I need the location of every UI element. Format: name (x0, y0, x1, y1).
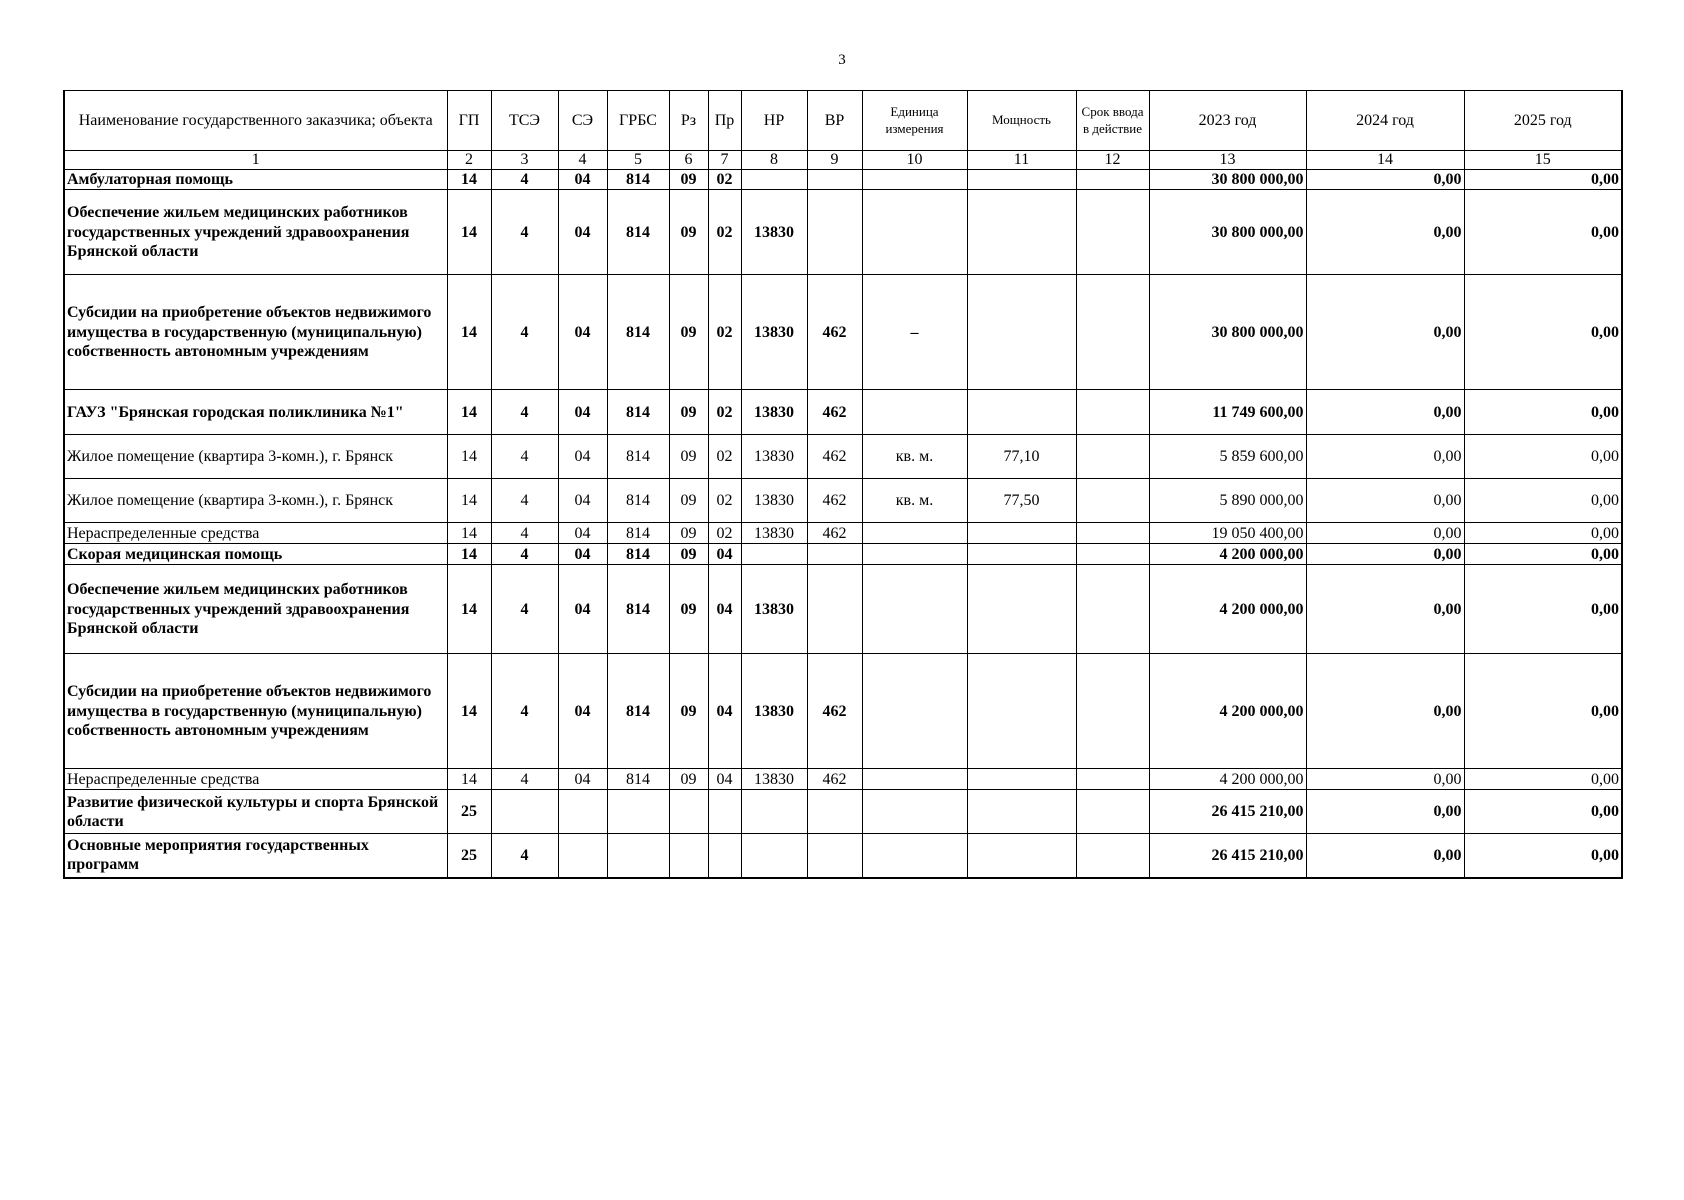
cell-tse: 4 (491, 565, 558, 654)
cell-2025: 0,00 (1464, 390, 1622, 435)
cell-grbs: 814 (607, 523, 669, 544)
column-index: 14 (1306, 151, 1464, 170)
cell-se (558, 790, 607, 834)
cell-term (1076, 790, 1149, 834)
cell-se: 04 (558, 654, 607, 769)
cell-se (558, 834, 607, 878)
cell-vr: 462 (807, 435, 862, 479)
cell-rz: 09 (669, 654, 708, 769)
cell-power: 77,50 (967, 479, 1076, 523)
cell-pr: 04 (708, 769, 741, 790)
cell-tse: 4 (491, 275, 558, 390)
cell-grbs: 814 (607, 769, 669, 790)
cell-unit (862, 170, 967, 190)
cell-grbs: 814 (607, 435, 669, 479)
cell-name: Развитие физической культуры и спорта Брянской области (64, 790, 447, 834)
cell-grbs: 814 (607, 190, 669, 275)
cell-se: 04 (558, 523, 607, 544)
table-row (64, 523, 1622, 544)
cell-power: 77,10 (967, 435, 1076, 479)
cell-vr (807, 170, 862, 190)
cell-tse: 4 (491, 170, 558, 190)
table-row (64, 435, 1622, 479)
cell-term (1076, 565, 1149, 654)
cell-gp: 14 (447, 435, 491, 479)
cell-vr: 462 (807, 523, 862, 544)
cell-power (967, 170, 1076, 190)
cell-2025: 0,00 (1464, 435, 1622, 479)
cell-tse: 4 (491, 390, 558, 435)
cell-2024: 0,00 (1306, 170, 1464, 190)
header-power: Мощность (967, 91, 1076, 151)
column-index: 9 (807, 151, 862, 170)
cell-nr: 13830 (741, 190, 807, 275)
cell-2023: 5 859 600,00 (1149, 435, 1306, 479)
cell-pr: 04 (708, 654, 741, 769)
cell-2025: 0,00 (1464, 170, 1622, 190)
header-name: Наименование государственного заказчика; объекта (64, 91, 447, 151)
cell-grbs: 814 (607, 275, 669, 390)
cell-2025: 0,00 (1464, 834, 1622, 878)
cell-se: 04 (558, 565, 607, 654)
table-row (64, 390, 1622, 435)
column-index: 13 (1149, 151, 1306, 170)
cell-power (967, 654, 1076, 769)
cell-2024: 0,00 (1306, 523, 1464, 544)
cell-2023: 30 800 000,00 (1149, 170, 1306, 190)
cell-pr: 02 (708, 275, 741, 390)
cell-nr: 13830 (741, 654, 807, 769)
cell-se: 04 (558, 769, 607, 790)
cell-rz: 09 (669, 190, 708, 275)
cell-se: 04 (558, 435, 607, 479)
cell-2024: 0,00 (1306, 654, 1464, 769)
cell-pr: 02 (708, 435, 741, 479)
cell-2024: 0,00 (1306, 790, 1464, 834)
cell-tse: 4 (491, 834, 558, 878)
cell-gp: 25 (447, 790, 491, 834)
cell-tse: 4 (491, 435, 558, 479)
cell-2025: 0,00 (1464, 275, 1622, 390)
cell-2023: 4 200 000,00 (1149, 769, 1306, 790)
table-row (64, 834, 1622, 878)
column-index: 12 (1076, 151, 1149, 170)
header-row (64, 91, 1622, 151)
cell-unit: кв. м. (862, 479, 967, 523)
cell-name: Основные мероприятия государственных программ (64, 834, 447, 878)
cell-tse: 4 (491, 479, 558, 523)
cell-nr: 13830 (741, 565, 807, 654)
column-index: 15 (1464, 151, 1622, 170)
cell-2025: 0,00 (1464, 654, 1622, 769)
cell-gp: 14 (447, 565, 491, 654)
cell-nr: 13830 (741, 435, 807, 479)
cell-name: Обеспечение жильем медицинских работников государственных учреждений здравоохранения Брянской области (64, 190, 447, 275)
table-row (64, 544, 1622, 565)
cell-gp: 14 (447, 390, 491, 435)
cell-nr: 13830 (741, 523, 807, 544)
cell-unit (862, 523, 967, 544)
column-index: 2 (447, 151, 491, 170)
cell-grbs: 814 (607, 565, 669, 654)
header-pr: Пр (708, 91, 741, 151)
cell-rz: 09 (669, 275, 708, 390)
table-row (64, 170, 1622, 190)
cell-unit (862, 390, 967, 435)
cell-gp: 14 (447, 523, 491, 544)
cell-2023: 11 749 600,00 (1149, 390, 1306, 435)
cell-tse (491, 790, 558, 834)
cell-name: Нераспределенные средства (64, 769, 447, 790)
cell-power (967, 565, 1076, 654)
cell-nr: 13830 (741, 769, 807, 790)
table-row (64, 654, 1622, 769)
column-index: 1 (64, 151, 447, 170)
cell-vr: 462 (807, 275, 862, 390)
table-body (64, 170, 1622, 878)
column-index: 4 (558, 151, 607, 170)
cell-name: Жилое помещение (квартира 3-комн.), г. Брянск (64, 435, 447, 479)
header-gp: ГП (447, 91, 491, 151)
cell-name: ГАУЗ "Брянская городская поликлиника №1" (64, 390, 447, 435)
cell-vr (807, 790, 862, 834)
table-row (64, 565, 1622, 654)
cell-name: Субсидии на приобретение объектов недвижимого имущества в государственную (муниципальную) собственность автономным учреждениям (64, 275, 447, 390)
cell-gp: 14 (447, 170, 491, 190)
cell-2023: 4 200 000,00 (1149, 544, 1306, 565)
header-2024: 2024 год (1306, 91, 1464, 151)
cell-se: 04 (558, 390, 607, 435)
cell-power (967, 275, 1076, 390)
cell-rz: 09 (669, 435, 708, 479)
cell-rz (669, 834, 708, 878)
cell-2025: 0,00 (1464, 565, 1622, 654)
cell-2023: 30 800 000,00 (1149, 190, 1306, 275)
cell-name: Амбулаторная помощь (64, 170, 447, 190)
cell-2025: 0,00 (1464, 190, 1622, 275)
cell-pr: 02 (708, 190, 741, 275)
cell-term (1076, 435, 1149, 479)
cell-name: Нераспределенные средства (64, 523, 447, 544)
cell-term (1076, 523, 1149, 544)
cell-2023: 19 050 400,00 (1149, 523, 1306, 544)
header-rz: Рз (669, 91, 708, 151)
cell-gp: 14 (447, 544, 491, 565)
cell-se: 04 (558, 190, 607, 275)
cell-pr (708, 834, 741, 878)
cell-grbs (607, 790, 669, 834)
cell-pr: 02 (708, 390, 741, 435)
cell-power (967, 769, 1076, 790)
table-header (64, 91, 1622, 170)
cell-rz: 09 (669, 769, 708, 790)
header-tse: ТСЭ (491, 91, 558, 151)
cell-gp: 14 (447, 275, 491, 390)
cell-vr (807, 544, 862, 565)
cell-pr: 04 (708, 544, 741, 565)
cell-se: 04 (558, 275, 607, 390)
cell-2023: 4 200 000,00 (1149, 565, 1306, 654)
page-number: 3 (838, 52, 846, 68)
cell-vr: 462 (807, 654, 862, 769)
cell-rz: 09 (669, 523, 708, 544)
column-index: 5 (607, 151, 669, 170)
table-row (64, 769, 1622, 790)
table-row (64, 190, 1622, 275)
cell-term (1076, 544, 1149, 565)
cell-nr: 13830 (741, 479, 807, 523)
cell-gp: 14 (447, 479, 491, 523)
cell-term (1076, 390, 1149, 435)
cell-unit (862, 654, 967, 769)
cell-grbs: 814 (607, 390, 669, 435)
cell-power (967, 834, 1076, 878)
cell-vr: 462 (807, 390, 862, 435)
header-se: СЭ (558, 91, 607, 151)
table-row (64, 275, 1622, 390)
cell-rz: 09 (669, 390, 708, 435)
cell-nr (741, 834, 807, 878)
cell-nr: 13830 (741, 390, 807, 435)
header-vr: ВР (807, 91, 862, 151)
cell-grbs (607, 834, 669, 878)
cell-se: 04 (558, 479, 607, 523)
cell-vr (807, 190, 862, 275)
cell-gp: 14 (447, 769, 491, 790)
cell-term (1076, 479, 1149, 523)
cell-term (1076, 769, 1149, 790)
cell-grbs: 814 (607, 479, 669, 523)
cell-name: Обеспечение жильем медицинских работников государственных учреждений здравоохранения Брянской области (64, 565, 447, 654)
cell-2024: 0,00 (1306, 834, 1464, 878)
cell-pr: 02 (708, 479, 741, 523)
cell-term (1076, 275, 1149, 390)
cell-nr: 13830 (741, 275, 807, 390)
column-index: 10 (862, 151, 967, 170)
cell-2025: 0,00 (1464, 479, 1622, 523)
cell-2025: 0,00 (1464, 790, 1622, 834)
cell-rz: 09 (669, 544, 708, 565)
cell-name: Скорая медицинская помощь (64, 544, 447, 565)
cell-unit (862, 769, 967, 790)
cell-tse: 4 (491, 544, 558, 565)
cell-vr: 462 (807, 479, 862, 523)
cell-term (1076, 170, 1149, 190)
header-2025: 2025 год (1464, 91, 1622, 151)
column-index: 8 (741, 151, 807, 170)
cell-2023: 26 415 210,00 (1149, 790, 1306, 834)
cell-name: Субсидии на приобретение объектов недвижимого имущества в государственную (муниципальную) собственность автономным учреждениям (64, 654, 447, 769)
header-grbs: ГРБС (607, 91, 669, 151)
cell-pr: 04 (708, 565, 741, 654)
cell-vr (807, 565, 862, 654)
cell-rz: 09 (669, 479, 708, 523)
cell-2024: 0,00 (1306, 190, 1464, 275)
cell-unit (862, 565, 967, 654)
budget-table (63, 90, 1623, 879)
cell-unit (862, 790, 967, 834)
cell-2024: 0,00 (1306, 390, 1464, 435)
cell-nr (741, 544, 807, 565)
cell-gp: 14 (447, 654, 491, 769)
cell-pr: 02 (708, 523, 741, 544)
cell-vr: 462 (807, 769, 862, 790)
header-unit: Единица измерения (862, 91, 967, 151)
cell-power (967, 544, 1076, 565)
cell-rz: 09 (669, 565, 708, 654)
cell-2024: 0,00 (1306, 565, 1464, 654)
cell-rz (669, 790, 708, 834)
header-term: Срок ввода в действие (1076, 91, 1149, 151)
column-index-row (64, 151, 1622, 170)
cell-tse: 4 (491, 523, 558, 544)
cell-2024: 0,00 (1306, 435, 1464, 479)
cell-2025: 0,00 (1464, 769, 1622, 790)
cell-pr (708, 790, 741, 834)
column-index: 7 (708, 151, 741, 170)
cell-unit: кв. м. (862, 435, 967, 479)
cell-2023: 30 800 000,00 (1149, 275, 1306, 390)
cell-term (1076, 834, 1149, 878)
column-index: 11 (967, 151, 1076, 170)
cell-unit: – (862, 275, 967, 390)
column-index: 6 (669, 151, 708, 170)
header-nr: НР (741, 91, 807, 151)
cell-term (1076, 190, 1149, 275)
header-2023: 2023 год (1149, 91, 1306, 151)
column-index: 3 (491, 151, 558, 170)
cell-tse: 4 (491, 190, 558, 275)
cell-2024: 0,00 (1306, 544, 1464, 565)
cell-nr (741, 790, 807, 834)
cell-term (1076, 654, 1149, 769)
table-row (64, 790, 1622, 834)
cell-vr (807, 834, 862, 878)
cell-grbs: 814 (607, 654, 669, 769)
cell-power (967, 190, 1076, 275)
cell-2023: 26 415 210,00 (1149, 834, 1306, 878)
cell-grbs: 814 (607, 170, 669, 190)
cell-grbs: 814 (607, 544, 669, 565)
cell-tse: 4 (491, 769, 558, 790)
cell-power (967, 790, 1076, 834)
cell-tse: 4 (491, 654, 558, 769)
cell-2025: 0,00 (1464, 523, 1622, 544)
cell-se: 04 (558, 544, 607, 565)
cell-2024: 0,00 (1306, 275, 1464, 390)
cell-nr (741, 170, 807, 190)
cell-rz: 09 (669, 170, 708, 190)
table-row (64, 479, 1622, 523)
cell-power (967, 523, 1076, 544)
cell-2023: 5 890 000,00 (1149, 479, 1306, 523)
cell-pr: 02 (708, 170, 741, 190)
cell-2025: 0,00 (1464, 544, 1622, 565)
cell-2023: 4 200 000,00 (1149, 654, 1306, 769)
cell-gp: 25 (447, 834, 491, 878)
cell-unit (862, 544, 967, 565)
cell-2024: 0,00 (1306, 769, 1464, 790)
cell-gp: 14 (447, 190, 491, 275)
cell-se: 04 (558, 170, 607, 190)
cell-unit (862, 834, 967, 878)
cell-unit (862, 190, 967, 275)
cell-name: Жилое помещение (квартира 3-комн.), г. Брянск (64, 479, 447, 523)
cell-2024: 0,00 (1306, 479, 1464, 523)
cell-power (967, 390, 1076, 435)
